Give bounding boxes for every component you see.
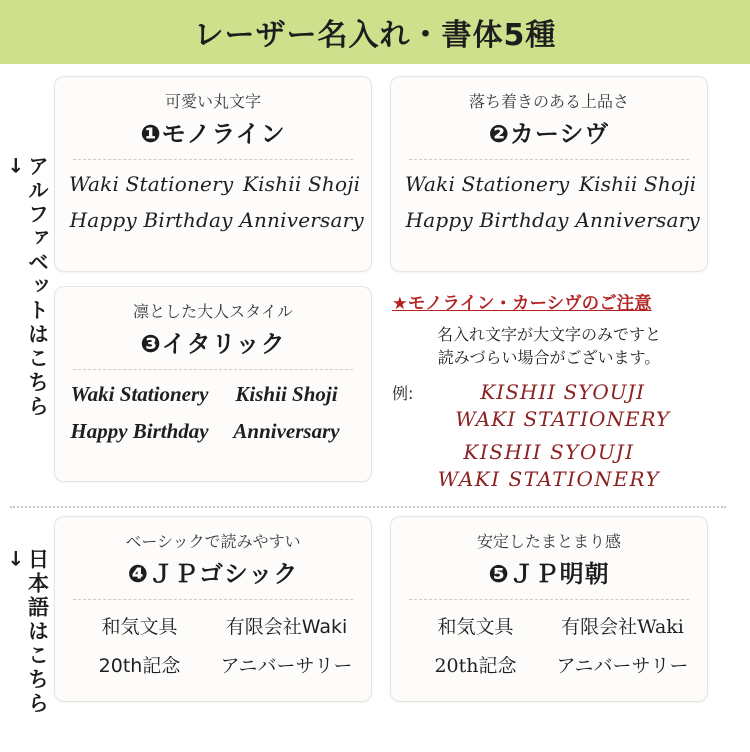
- sample-grid: [69, 382, 357, 444]
- font-card-jp-mincho[interactable]: [390, 516, 708, 702]
- font-card-subtitle: 凛とした大人スタイル: [133, 302, 293, 321]
- sample-grid: [405, 612, 693, 678]
- page-body: [0, 64, 750, 750]
- alphabet-card-grid: [54, 72, 736, 502]
- sample-text: Happy Birthday: [69, 208, 233, 232]
- font-card-title: ❸イタリック: [140, 330, 286, 358]
- notice-block: [390, 286, 708, 512]
- notice-example-cursive: [392, 439, 706, 493]
- sample-text: Kishii Shoji: [578, 172, 697, 196]
- rail-alphabet-text: アルファベットはこちら: [25, 155, 50, 419]
- rail-alphabet-label: [5, 155, 48, 419]
- page-title: レーザー名入れ・書体5種: [193, 18, 557, 53]
- notice-body: [392, 323, 706, 369]
- star-icon: ★: [392, 294, 408, 314]
- card-divider: [73, 369, 353, 370]
- sample-grid: [405, 172, 700, 232]
- font-card-italic[interactable]: [54, 286, 372, 482]
- rail-japanese: [0, 512, 54, 752]
- notice-body-line: 名入れ文字が大文字のみですと: [436, 325, 661, 344]
- example-text: WAKI STATIONERY: [455, 407, 671, 432]
- section-alphabet: [0, 72, 736, 502]
- sample-text: Kishii Shoji: [242, 172, 361, 196]
- font-card-title: ❷カーシヴ: [488, 120, 610, 148]
- sample-text: 和気文具: [437, 616, 514, 638]
- card-divider: [409, 599, 689, 600]
- rail-japanese-label: [5, 548, 48, 716]
- sample-text: 20th記念: [98, 655, 181, 677]
- notice-heading: [392, 290, 706, 315]
- sample-text: Anniversary: [233, 419, 340, 443]
- font-card-title: ❺ＪＰ明朝: [488, 560, 610, 588]
- font-card-subtitle: ベーシックで読みやすい: [125, 532, 301, 551]
- sample-text: Anniversary: [575, 208, 700, 232]
- font-card-monoline[interactable]: [54, 76, 372, 272]
- sample-text: 有限会社Waki: [561, 616, 684, 638]
- japanese-card-grid: [54, 512, 736, 752]
- sample-text: 和気文具: [101, 616, 178, 638]
- sample-text: Waki Stationery: [405, 172, 570, 196]
- sample-text: 20th記念: [434, 655, 517, 677]
- rail-japanese-text: 日本語はこちら: [25, 548, 50, 716]
- rail-alphabet-arrow: →: [4, 157, 29, 177]
- example-text: KISHII SYOUJI: [480, 380, 646, 405]
- sample-text: アニバーサリー: [220, 655, 353, 677]
- sample-text: Happy Birthday: [405, 208, 569, 232]
- rail-alphabet: [0, 72, 54, 502]
- font-card-subtitle: 安定したまとまり感: [476, 532, 621, 551]
- notice-example-monoline: [392, 379, 706, 433]
- sample-grid: [69, 612, 357, 678]
- sample-text: Kishii Shoji: [235, 382, 338, 406]
- font-card-jp-gothic[interactable]: [54, 516, 372, 702]
- card-divider: [409, 159, 689, 160]
- section-japanese: [0, 512, 736, 752]
- example-lines: [419, 379, 706, 433]
- sample-text: Anniversary: [239, 208, 364, 232]
- sample-text: Waki Stationery: [70, 382, 209, 406]
- font-card-title: ❹ＪＰゴシック: [127, 560, 299, 588]
- sample-text: 有限会社Waki: [225, 616, 348, 638]
- card-divider: [73, 599, 353, 600]
- font-card-cursive[interactable]: [390, 76, 708, 272]
- card-divider: [73, 159, 353, 160]
- sample-text: Happy Birthday: [70, 419, 209, 443]
- sample-text: Waki Stationery: [69, 172, 234, 196]
- notice-body-line: 読みづらい場合がございます。: [437, 348, 661, 368]
- example-text: WAKI STATIONERY: [437, 467, 661, 492]
- page-header: [0, 0, 750, 64]
- sample-text: アニバーサリー: [556, 655, 689, 677]
- example-text: KISHII SYOUJI: [463, 440, 635, 465]
- font-card-title: ❶モノライン: [140, 120, 286, 148]
- font-card-subtitle: 可愛い丸文字: [164, 92, 261, 111]
- font-card-subtitle: 落ち着きのある上品さ: [468, 92, 629, 111]
- sample-grid: [69, 172, 364, 232]
- rail-japanese-arrow: →: [4, 550, 29, 570]
- notice-heading-text: モノライン・カーシヴのご注意: [407, 294, 652, 314]
- example-label: 例:: [392, 384, 414, 404]
